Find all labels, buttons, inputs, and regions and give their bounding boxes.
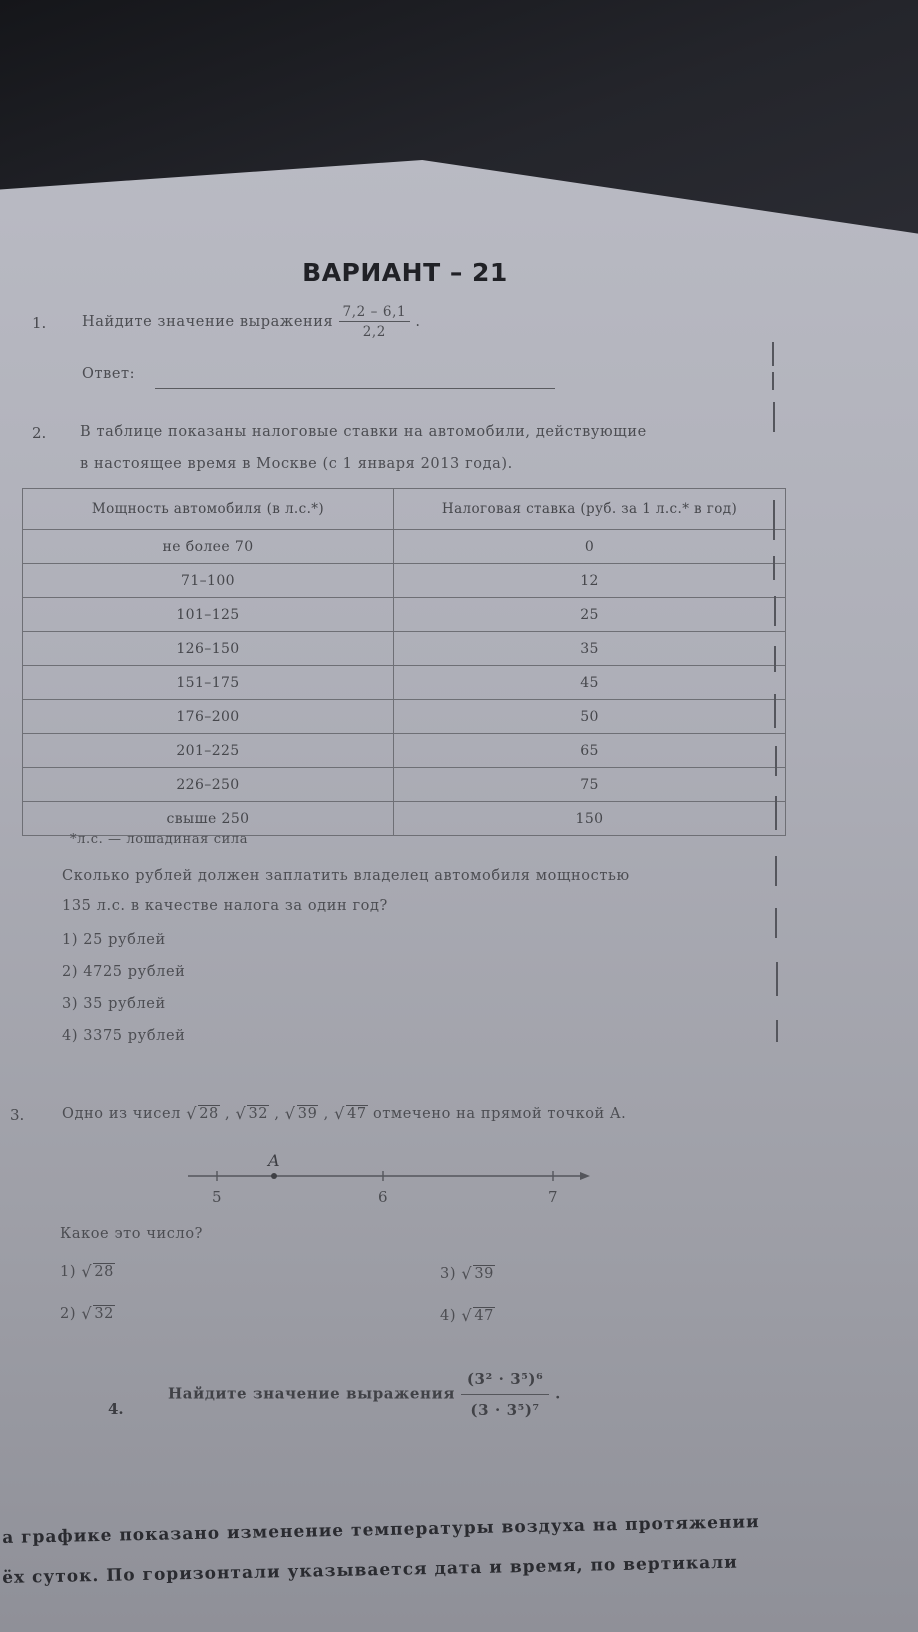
q3-root-28: √ 28 [186, 1106, 220, 1122]
q3-option-2[interactable]: 2) √ 32 [60, 1306, 115, 1322]
q2-text-line1: В таблице показаны налоговые ставки на автомобили, действующие [80, 424, 647, 440]
q3-option-4-root: √ 47 [461, 1308, 495, 1324]
q3-option-3-root: √ 39 [461, 1266, 495, 1282]
q2-option-4[interactable]: 4) 3375 рублей [62, 1028, 186, 1044]
cell-power: 176–200 [23, 700, 394, 734]
header-rate: Налоговая ставка (руб. за 1 л.с.* в год) [394, 489, 786, 530]
q3-option-4[interactable]: 4) √ 47 [440, 1308, 495, 1324]
cell-rate: 45 [394, 666, 786, 700]
q2-question-line2: 135 л.с. в качестве налога за один год? [62, 898, 388, 914]
cell-rate: 25 [394, 598, 786, 632]
cell-rate: 35 [394, 632, 786, 666]
q2-text-line2: в настоящее время в Москве (с 1 января 2013 года). [80, 456, 513, 472]
margin-mark [773, 402, 775, 432]
q2-question-line1: Сколько рублей должен заплатить владелец автомобиля мощностью [62, 868, 630, 884]
margin-mark [774, 596, 776, 626]
cell-power: 126–150 [23, 632, 394, 666]
q3-number: 3. [10, 1106, 25, 1124]
q3-option-1[interactable]: 1) √ 28 [60, 1264, 115, 1280]
q1-text: Найдите значение выражения [82, 314, 334, 330]
tax-rate-table [22, 488, 786, 836]
q3-option-3[interactable]: 3) √ 39 [440, 1266, 495, 1282]
q3-statement: Одно из чисел √ 28 , √ 32 , √ 39 , √ 47 отмечено на прямой точкой A. [62, 1106, 626, 1122]
margin-mark [775, 856, 777, 886]
margin-mark [775, 796, 777, 830]
margin-mark [774, 694, 776, 728]
q1-numerator: 7,2 – 6,1 [339, 304, 411, 322]
margin-mark [773, 500, 775, 540]
q3-option-1-root: √ 28 [81, 1264, 115, 1280]
q5-text-line2: ёх суток. По горизонтали указывается дата и время, по вертикали [2, 1552, 738, 1588]
header-power: Мощность автомобиля (в л.с.*) [23, 489, 394, 530]
table-row [23, 564, 786, 598]
margin-mark [773, 556, 775, 580]
q1-denominator: 2,2 [362, 324, 386, 340]
q2-option-1[interactable]: 1) 25 рублей [62, 932, 166, 948]
cell-power: 101–125 [23, 598, 394, 632]
q3-root-47: √ 47 [334, 1106, 368, 1122]
q2-number: 2. [32, 424, 47, 442]
cell-power: 226–250 [23, 768, 394, 802]
q2-footnote: *л.с. — лошадиная сила [70, 832, 249, 847]
q3-root-32: √ 32 [235, 1106, 269, 1122]
cell-rate: 65 [394, 734, 786, 768]
table-row [23, 666, 786, 700]
margin-mark [774, 646, 776, 672]
q4-numerator: (3² · 3⁵)⁶ [461, 1370, 549, 1395]
cell-power: 151–175 [23, 666, 394, 700]
cell-rate: 0 [394, 530, 786, 564]
q4-trail: . [555, 1384, 561, 1403]
table-row [23, 734, 786, 768]
cell-power: не более 70 [23, 530, 394, 564]
number-line [180, 1146, 600, 1216]
table-row [23, 768, 786, 802]
cell-rate: 12 [394, 564, 786, 598]
q3-text-after: отмечено на прямой точкой A. [372, 1106, 627, 1122]
margin-mark [776, 962, 778, 996]
q3-root-39: √ 39 [285, 1106, 319, 1122]
q2-option-2[interactable]: 2) 4725 рублей [62, 964, 186, 980]
q1-trail: . [415, 314, 421, 330]
margin-mark [776, 1020, 778, 1042]
q3-option-2-root: √ 32 [81, 1306, 115, 1322]
margin-mark [772, 342, 774, 366]
margin-mark [775, 908, 777, 938]
cell-rate: 75 [394, 768, 786, 802]
table-row [23, 530, 786, 564]
cell-power: 71–100 [23, 564, 394, 598]
point-a-marker [271, 1173, 277, 1179]
table-header-row [23, 489, 786, 530]
q1-answer-label: Ответ: [82, 366, 136, 382]
cell-power: свыше 250 [23, 802, 394, 836]
q1-answer-field[interactable] [155, 388, 555, 389]
tick-label-7: 7 [548, 1188, 558, 1206]
q1-number: 1. [32, 314, 47, 332]
q3-text-before: Одно из чисел [62, 1106, 181, 1122]
table-row [23, 632, 786, 666]
table-row [23, 700, 786, 734]
axis-arrow-icon [580, 1172, 590, 1180]
margin-mark [772, 372, 774, 390]
q4-denominator: (3 · 3⁵)⁷ [470, 1401, 540, 1419]
q3-question: Какое это число? [60, 1226, 204, 1242]
q2-option-3[interactable]: 3) 35 рублей [62, 996, 166, 1012]
q1-statement [82, 304, 421, 340]
cell-rate: 150 [394, 802, 786, 836]
point-a-label: A [268, 1151, 280, 1170]
q4-fraction [461, 1370, 549, 1419]
cell-rate: 50 [394, 700, 786, 734]
q4-number: 4. [108, 1400, 124, 1418]
q4-statement [168, 1370, 561, 1419]
q1-fraction [339, 304, 411, 340]
tick-label-5: 5 [212, 1188, 222, 1206]
q5-text-line1: а графике показано изменение температуры воздуха на протяжении [2, 1512, 760, 1548]
table-row [23, 802, 786, 836]
tick-label-6: 6 [378, 1188, 388, 1206]
margin-mark [775, 746, 777, 776]
cell-power: 201–225 [23, 734, 394, 768]
variant-title: ВАРИАНТ – 21 [302, 258, 508, 287]
table-row [23, 598, 786, 632]
q4-text: Найдите значение выражения [168, 1384, 456, 1403]
